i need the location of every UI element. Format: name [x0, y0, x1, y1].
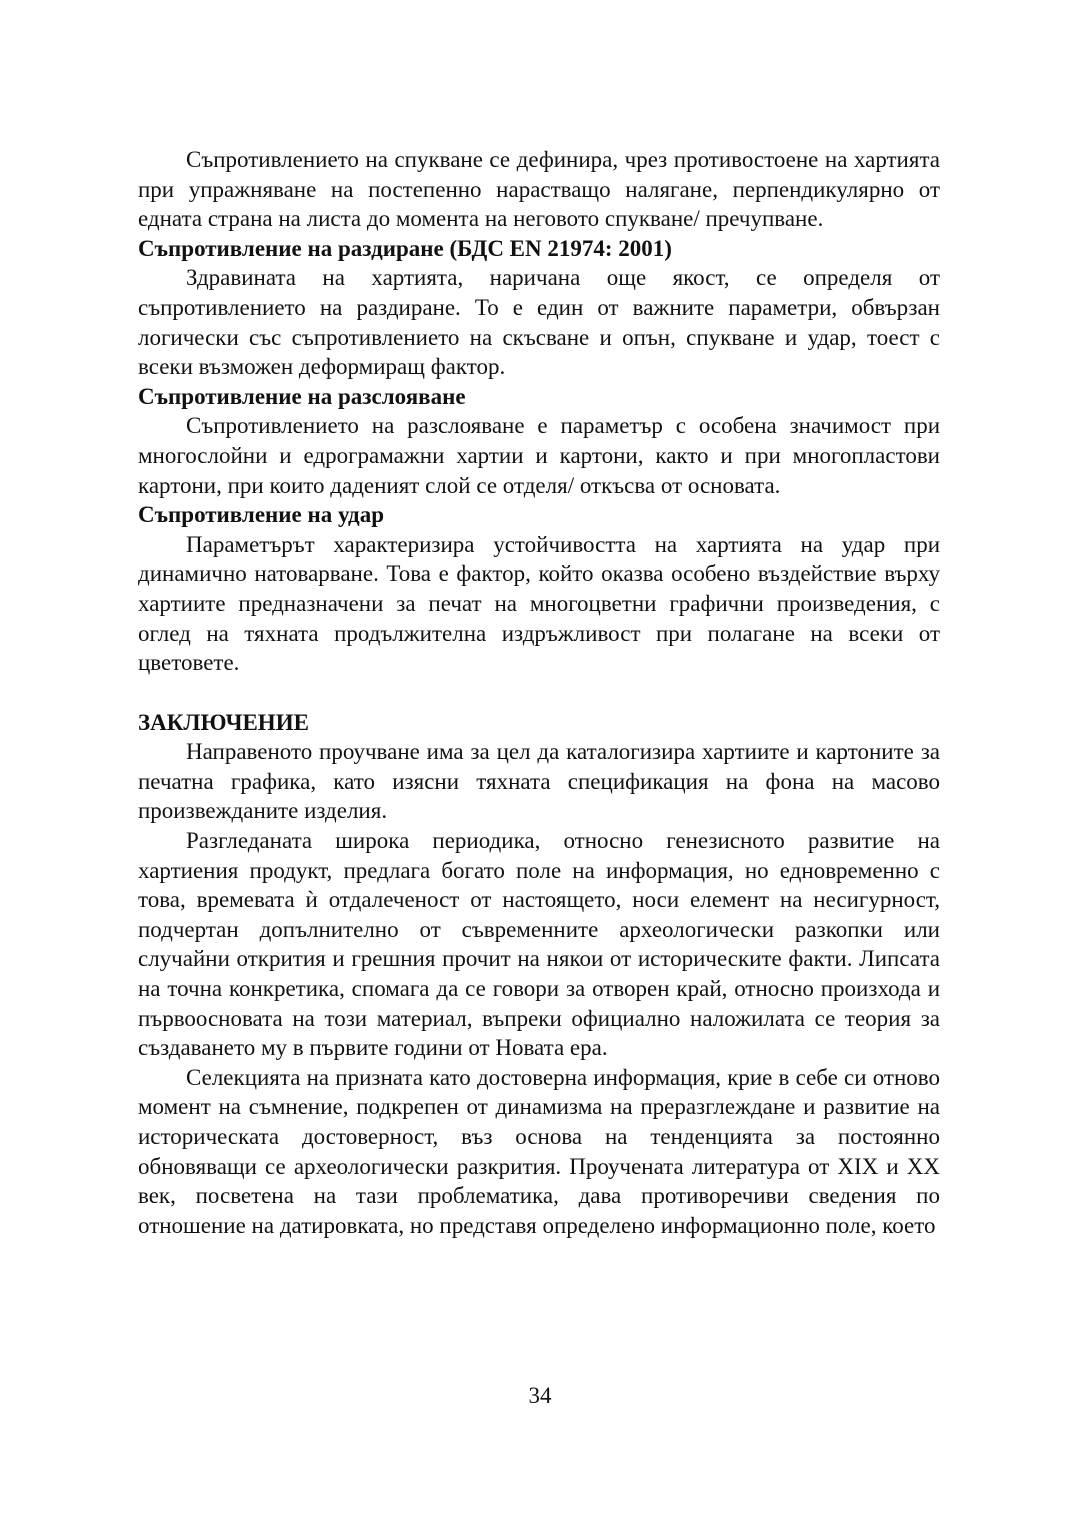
- page-number: 34: [528, 1383, 552, 1408]
- document-body: [138, 145, 940, 1240]
- heading-conclusion: ЗАКЛЮЧЕНИЕ: [138, 709, 309, 735]
- section-spacer: [138, 678, 940, 708]
- heading-delamination-resistance: Съпротивление на разслояване: [138, 383, 466, 409]
- paragraph-conclusion-2: Разгледаната широка периодика, относно генезисното развитие на хартиения продукт, предлага богато поле на информация, но едновременно с това, времевата ѝ отдалеченост от настоящето, носи елемент на несигурност, подчертан допълнително от съвременните археологически разкопки или случайни открития и грешния прочит на някои от историческите факти. Липсата на точна конкретика, спомага да се говори за отворен край, относно произхода и първоосновата на този материал, въпреки официално наложилата се теория за създаването му в първите години от Новата ера.: [138, 828, 940, 1061]
- paragraph-delamination-resistance: Съпротивлението на разслояване е параметър с особена значимост при многослойни и едрограмажни хартии и картони, както и при многопластови картони, при които даденият слой се отделя/ откъсва от основата.: [138, 413, 940, 498]
- heading-impact-resistance: Съпротивление на удар: [138, 502, 384, 528]
- paragraph-conclusion-3: Селекцията на призната като достоверна информация, крие в себе си отново момент на съмнение, подкрепен от динамизма на преразглеждане и развитие на историческата достоверност, въз основа на тенденцията за постоянно обновяващи се археологически разкрития. Проучената литература от XIX и XX век, посветена на тази проблематика, дава противоречиви сведения по отношение на датировката, но представя определено информационно поле, което: [138, 1064, 940, 1238]
- paragraph-conclusion-1: Направеното проучване има за цел да каталогизира хартиите и картоните за печатна графика, като изясни тяхната спецификация на фона на масово произвежданите изделия.: [138, 739, 940, 824]
- heading-tear-resistance: Съпротивление на раздиране (БДС EN 21974: 2001): [138, 235, 672, 261]
- paragraph-impact-resistance: Параметърът характеризира устойчивостта на хартията на удар при динамично натоварване. Това е фактор, който оказва особено въздействие върху хартиите предназначени за печат на многоцветни графични произведения, с оглед на тяхната продължителна издръжливост при полагане на всеки от цветовете.: [138, 531, 940, 676]
- paragraph-burst-resistance: Съпротивлението на спукване се дефинира, чрез противостоене на хартията при упражняване на постепенно нарастващо налягане, перпендикулярно от едната страна на листа до момента на неговото спукване/ пречупване.: [138, 147, 940, 232]
- paragraph-tear-resistance: Здравината на хартията, наричана още якост, се определя от съпротивлението на раздиране. То е един от важните параметри, обвързан логически със съпротивлението на скъсване и опън, спукване и удар, тоест с всеки възможен деформиращ фактор.: [138, 265, 940, 380]
